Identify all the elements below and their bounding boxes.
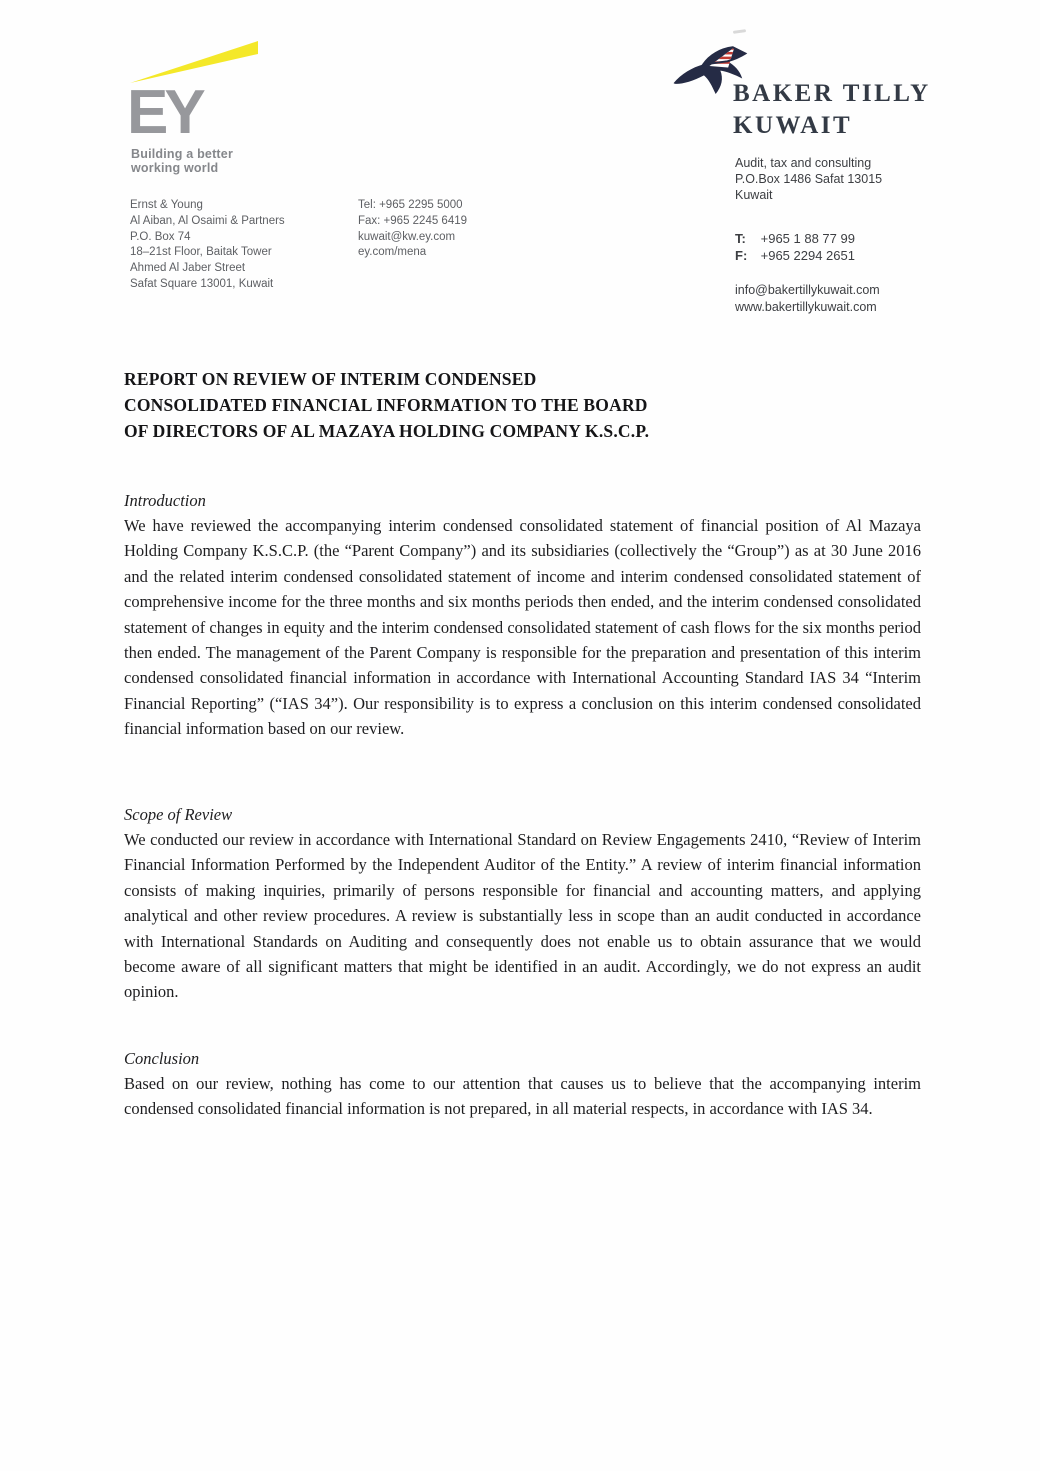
baker-tilly-address-block — [735, 156, 882, 203]
ey-address-line: Safat Square 13001, Kuwait — [130, 277, 274, 290]
ey-contact-block — [358, 198, 467, 261]
ey-logo: EY — [127, 78, 202, 147]
ey-tagline — [131, 147, 233, 175]
ey-address-line: 18–21st Floor, Baitak Tower — [130, 246, 272, 259]
section-scope-of-review — [124, 802, 921, 1005]
ey-website: ey.com/mena — [358, 246, 427, 259]
baker-tilly-wordmark — [733, 78, 931, 142]
ey-tagline-line2: working world — [131, 161, 219, 175]
ey-address-line: Ernst & Young — [130, 199, 203, 211]
section-introduction — [124, 488, 921, 742]
bt-phone-row — [735, 230, 855, 247]
report-title-line1: REPORT ON REVIEW OF INTERIM CONDENSED — [124, 369, 537, 389]
ey-email: kuwait@kw.ey.com — [358, 230, 456, 243]
section-conclusion — [124, 1046, 921, 1122]
bt-tel-value: +965 1 88 77 99 — [760, 231, 855, 246]
ey-address-line: Ahmed Al Jaber Street — [130, 262, 246, 275]
ey-tagline-line1: Building a better — [131, 147, 234, 161]
baker-tilly-name-line2: KUWAIT — [733, 112, 853, 139]
section-paragraph: Based on our review, nothing has come to our attention that causes us to believe that the accompanying interim condensed consolidated financial information is not prepared, in all material respects, in accordance with IAS 34. — [124, 1074, 921, 1119]
section-paragraph: We have reviewed the accompanying interim condensed consolidated statement of financial position of Al Mazaya Holding Company K.S.C.P. (the “Parent Company”) and its subsidiaries (collectively the “Group”) as at 30 June 2016 and the related interim condensed consolidated statement of income and interim condensed consolidated statement of comprehensive income for the three months and six months periods then ended, and the interim condensed consolidated statement of changes in equity and the interim condensed consolidated statement of cash flows for the six months period then ended. The management of the Parent Company is responsible for the preparation and presentation of this interim condensed consolidated financial information in accordance with International Accounting Standard IAS 34 “Interim Financial Reporting” (“IAS 34”). Our responsibility is to express a conclusion on this interim condensed consolidated financial information based on our review. — [124, 516, 921, 739]
bt-phone-row — [735, 247, 855, 264]
bt-email: info@bakertillykuwait.com — [735, 283, 880, 297]
section-heading: Scope of Review — [124, 805, 233, 824]
report-title-line3: OF DIRECTORS OF AL MAZAYA HOLDING COMPANY K.S.C.P. — [124, 421, 650, 441]
ey-tel: Tel: +965 2295 5000 — [358, 199, 463, 211]
bt-tel-label: T: — [735, 231, 746, 246]
section-heading: Conclusion — [124, 1049, 200, 1068]
baker-tilly-phones — [735, 230, 855, 264]
scan-artifact — [733, 29, 746, 34]
section-heading: Introduction — [124, 491, 206, 510]
ey-address-line: P.O. Box 74 — [130, 230, 191, 243]
bt-services-line: Audit, tax and consulting — [735, 156, 872, 170]
bt-fax-value: +965 2294 2651 — [760, 248, 855, 263]
section-paragraph: We conducted our review in accordance with International Standard on Review Engagements 2410, “Review of Interim Financial Information Performed by the Independent Auditor of the Entity.” A review of interim financial information consists of making inquiries, primarily of persons responsible for financial and accounting matters, and applying analytical and other review procedures. A review is substantially less in scope than an audit conducted in accordance with International Standards on Auditing and consequently does not enable us to obtain assurance that we would become aware of all significant matters that might be identified in an audit. Accordingly, we do not express an audit opinion. — [124, 830, 921, 1002]
bt-country-line: Kuwait — [735, 187, 773, 202]
ey-address-block — [130, 198, 285, 293]
bt-pobox-line: P.O.Box 1486 Safat 13015 — [735, 171, 883, 186]
bt-fax-label: F: — [735, 248, 748, 263]
baker-tilly-name-line1: BAKER TILLY — [733, 80, 931, 107]
baker-tilly-web-block — [735, 282, 880, 315]
ey-address-line: Al Aiban, Al Osaimi & Partners — [130, 214, 285, 227]
report-title-line2: CONSOLIDATED FINANCIAL INFORMATION TO THE BOARD — [124, 395, 648, 415]
ey-fax: Fax: +965 2245 6419 — [358, 214, 468, 227]
bt-website: www.bakertillykuwait.com — [735, 299, 877, 314]
report-title — [124, 366, 649, 444]
